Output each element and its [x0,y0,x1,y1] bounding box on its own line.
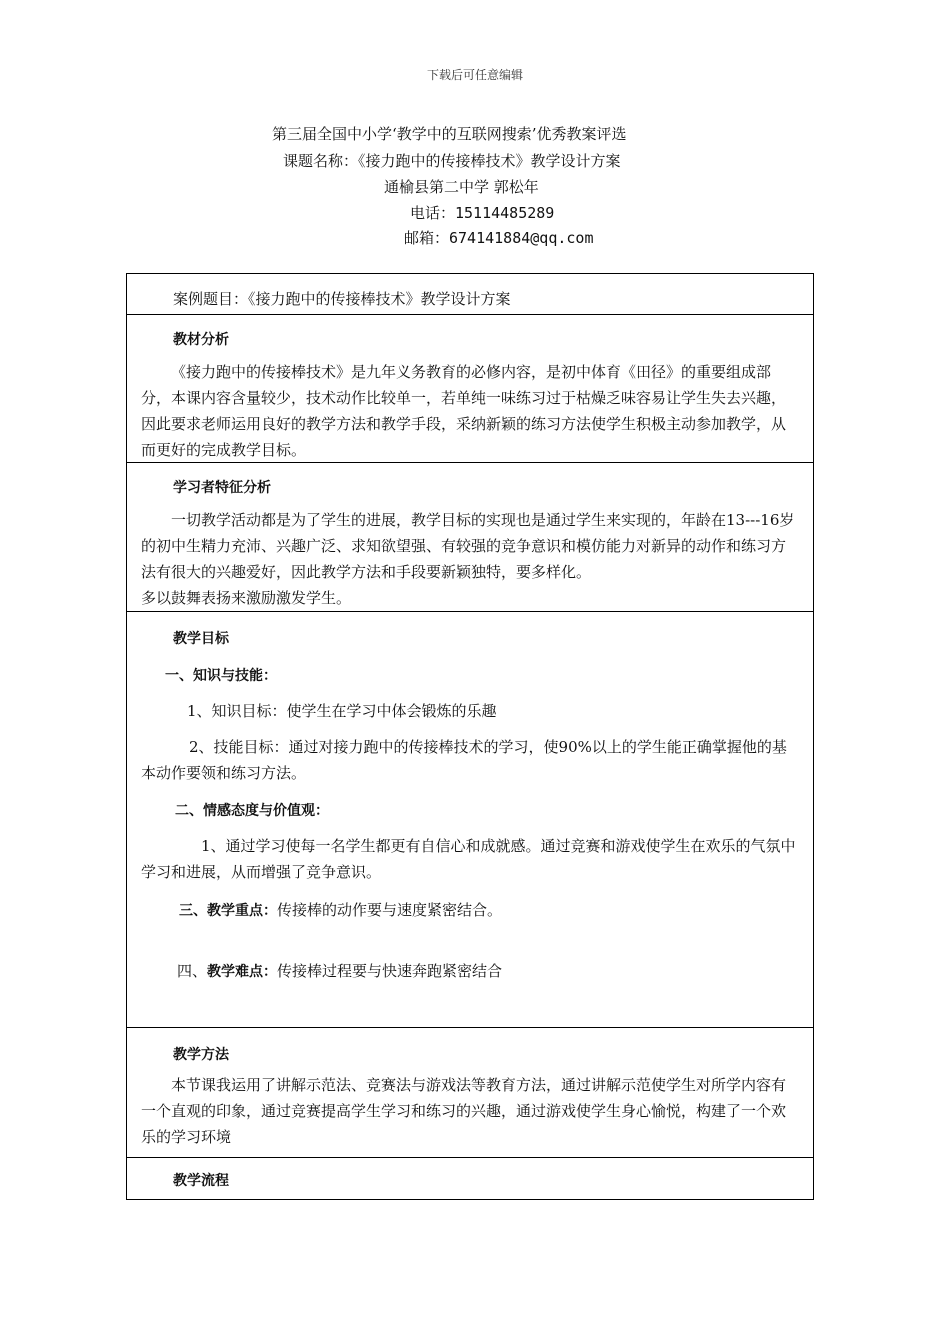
material-analysis-section [127,314,813,462]
learner-analysis-section [127,462,813,611]
teaching-method-section [127,1027,813,1157]
teaching-key-label: 三、教学重点： [179,903,277,919]
material-analysis-text: 《接力跑中的传接棒技术》是九年义务教育的必修内容，是初中体育《田径》的重要组成部分，本课内容含量较少，技术动作比较单一，若单纯一味练习过于枯燥乏味容易让学生失去兴趣，因此要求老师运用良好的教学方法和教学手段，采纳新颖的练习方法使学生积极主动参加教学，从而更好的完成教学目标。 [141,363,787,459]
teaching-goals-heading: 教学目标 [173,631,229,647]
teaching-goals-section [127,611,813,1027]
case-title: 案例题目：《接力跑中的传接棒技术》教学设计方案 [173,290,511,308]
teaching-method-text: 本节课我运用了讲解示范法、竞赛法与游戏法等教育方法，通过讲解示范使学生对所学内容有一个直观的印象，通过竞赛提高学生学习和练习的兴趣，通过游戏使学生身心愉悦，构建了一个欢乐的学习环境 [141,1076,787,1146]
knowledge-goal: 1、知识目标：使学生在学习中体会锻炼的乐趣 [187,702,497,720]
teaching-key-text: 传接棒的动作要与速度紧密结合。 [277,901,503,919]
teaching-flow-heading: 教学流程 [173,1173,229,1189]
email-address: 邮箱：674141884@qq.com [404,229,594,247]
knowledge-skills-heading: 一、知识与技能： [165,668,277,684]
teaching-difficulty-text: 传接棒过程要与快速奔跑紧密结合 [277,962,503,980]
lesson-title: 课题名称：《接力跑中的传接棒技术》教学设计方案 [283,152,621,170]
teaching-difficulty [177,958,502,985]
skill-goal: 2、技能目标：通过对接力跑中的传接棒技术的学习，使90%以上的学生能正确掌握他的基本动作要领和练习方法。 [141,738,787,782]
teaching-key-point [179,897,502,924]
competition-title: 第三届全国中小学‘教学中的互联网搜索’优秀教案评选 [272,125,627,143]
material-analysis-heading: 教材分析 [173,332,229,348]
teaching-method-heading: 教学方法 [173,1047,229,1063]
school-author: 通榆县第二中学 郭松年 [384,178,539,196]
watermark-text: 下载后可任意编辑 [426,68,523,82]
lesson-plan-table [126,273,814,1200]
attitude-values-heading: 二、情感态度与价值观： [175,803,329,819]
teaching-difficulty-label: 教学难点： [207,964,278,980]
phone-number: 电话：15114485289 [410,204,555,222]
learner-analysis-text: 一切教学活动都是为了学生的进展，教学目标的实现也是通过学生来实现的，年龄在13---16岁的初中生精力充沛、兴趣广泛、求知欲望强、有较强的竞争意识和模仿能力对新异的动作和练习方法有很大的兴趣爱好，因此教学方法和手段要新颖独特，要多样化。 [141,511,795,581]
teaching-difficulty-prefix: 四、 [177,962,208,980]
teaching-flow-section [127,1157,813,1199]
learner-analysis-heading: 学习者特征分析 [173,480,271,496]
attitude-goal: 1、通过学习使每一名学生都更有自信心和成就感。通过竞赛和游戏使学生在欢乐的气氛中学习和进展，从而增强了竞争意识。 [141,837,796,881]
case-title-cell [127,274,813,314]
learner-analysis-text-2: 多以鼓舞表扬来激励激发学生。 [141,589,352,607]
